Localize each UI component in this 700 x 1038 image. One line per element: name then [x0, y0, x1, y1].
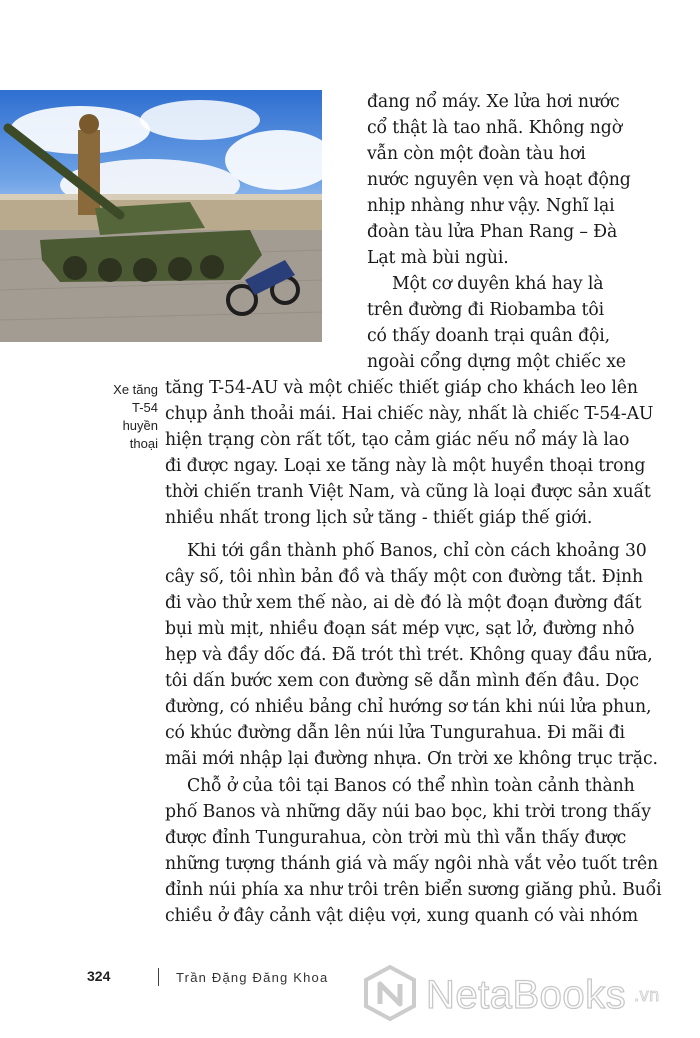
netabooks-logo-icon	[362, 964, 418, 1026]
body-line: phố Banos và những dãy núi bao bọc, khi trời trong thấy	[165, 802, 651, 822]
watermark	[362, 962, 660, 1028]
watermark-brand: NetaBooks	[426, 972, 627, 1017]
tank-photo	[0, 90, 322, 342]
body-line: đỉnh núi phía xa như trôi trên biển sương giăng phủ. Buổi	[165, 880, 662, 900]
body-line: hiện trạng còn rất tốt, tạo cảm giác nếu nổ máy là lao	[165, 430, 630, 450]
body-line: nhịp nhàng như vậy. Nghĩ lại	[367, 196, 615, 216]
running-author: Trần Đặng Đăng Khoa	[176, 970, 329, 985]
body-line: Một cơ duyên khá hay là	[392, 274, 604, 294]
body-line: tăng T-54-AU và một chiếc thiết giáp cho khách leo lên	[165, 378, 638, 398]
body-line: thời chiến tranh Việt Nam, và cũng là loại được sản xuất	[165, 482, 651, 502]
body-line: chiều ở đây cảnh vật diệu vợi, xung quanh có vài nhóm	[165, 906, 639, 926]
caption-line: T-54	[131, 400, 158, 415]
body-line: những tượng thánh giá và mấy ngôi nhà vắt vẻo tuốt trên	[165, 854, 659, 874]
body-line: đi được ngay. Loại xe tăng này là một huyền thoại trong	[165, 456, 646, 476]
body-line: Khi tới gần thành phố Banos, chỉ còn cách khoảng 30	[187, 541, 647, 561]
body-line: đường, có nhiều bảng chỉ hướng sơ tán khi núi lửa phun,	[165, 697, 652, 717]
body-line: có khúc đường dẫn lên núi lửa Tungurahua. Đi mãi đi	[165, 723, 625, 743]
body-line: Lạt mà bùi ngùi.	[367, 248, 509, 268]
caption-line: Xe tăng	[113, 382, 158, 397]
body-line: trên đường đi Riobamba tôi	[367, 300, 604, 320]
caption-line: huyền	[122, 418, 158, 433]
body-line: vẫn còn một đoàn tàu hơi	[367, 144, 586, 164]
body-line: chụp ảnh thoải mái. Hai chiếc này, nhất là chiếc T-54-AU	[165, 404, 654, 424]
photo-caption	[70, 381, 158, 453]
body-line: đi vào thử xem thế nào, ai dè đó là một đoạn đường đất	[165, 593, 642, 613]
page-number: 324	[87, 968, 111, 984]
body-line: cây số, tôi nhìn bản đồ và thấy một con đường tắt. Định	[165, 567, 643, 587]
body-line: đang nổ máy. Xe lửa hơi nước	[367, 92, 620, 112]
body-line: được đỉnh Tungurahua, còn trời mù thì vẫn thấy được	[165, 828, 627, 848]
body-line: nhiều nhất trong lịch sử tăng - thiết giáp thế giới.	[165, 508, 593, 528]
body-line: bụi mù mịt, nhiều đoạn sát mép vực, sạt lở, đường nhỏ	[165, 619, 635, 639]
body-line: có thấy doanh trại quân đội,	[367, 326, 610, 346]
body-line: cổ thật là tao nhã. Không ngờ	[367, 118, 622, 138]
watermark-suffix: .vn	[634, 984, 660, 1005]
body-line: hẹp và đầy dốc đá. Đã trót thì trét. Không quay đầu nữa,	[165, 645, 653, 665]
footer-divider	[158, 968, 159, 986]
caption-line: thoại	[129, 436, 158, 451]
body-line: đoàn tàu lửa Phan Rang – Đà	[367, 222, 618, 242]
body-line: mãi mới nhập lại đường nhựa. Ơn trời xe không trục trặc.	[165, 749, 658, 769]
body-line: tôi dấn bước xem con đường sẽ dẫn mình đến đâu. Dọc	[165, 671, 639, 691]
body-line: Chỗ ở của tôi tại Banos có thể nhìn toàn cảnh thành	[187, 776, 635, 796]
body-line: ngoài cổng dựng một chiếc xe	[367, 352, 626, 372]
body-line: nước nguyên vẹn và hoạt động	[367, 170, 631, 190]
